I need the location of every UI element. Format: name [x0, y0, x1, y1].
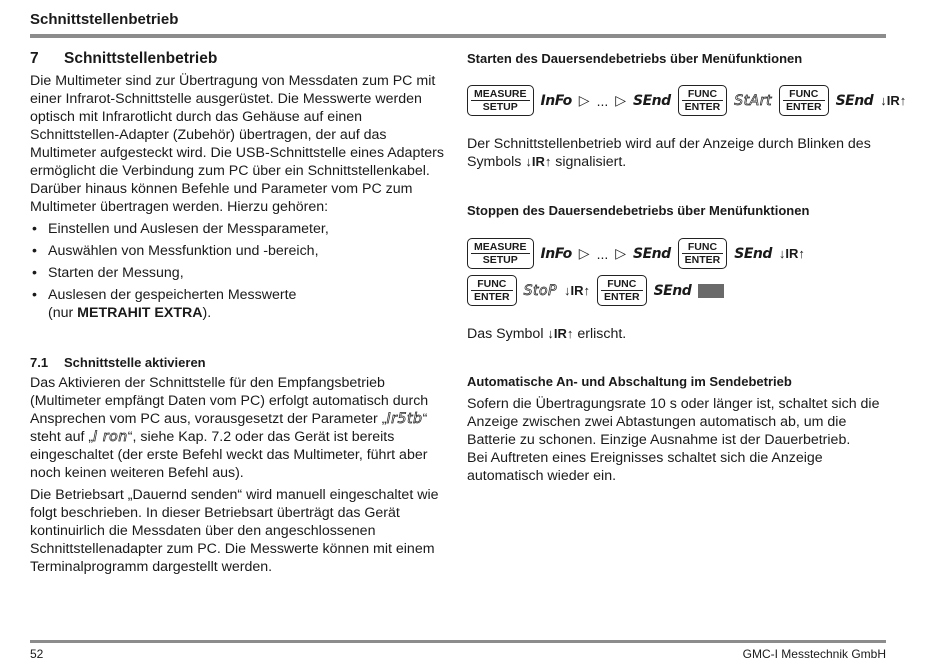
stop-note	[467, 325, 887, 343]
ir-symbol: ↓IR↑	[563, 283, 590, 298]
section-7-number: 7	[30, 50, 39, 67]
section-7-1-body	[30, 374, 450, 576]
ir-symbol: ↓IR↑	[525, 154, 552, 169]
ir-symbol: ↓IR↑	[880, 93, 907, 108]
list-item: • Auswählen von Messfunktion und -bereich,	[30, 242, 450, 260]
list-item: • Starten der Messung,	[30, 264, 450, 282]
list-item	[30, 286, 450, 322]
func-enter-key[interactable]	[467, 275, 517, 306]
display-segment-block	[698, 284, 724, 298]
lcd-send: SEnd	[734, 245, 772, 262]
list-item: • Einstellen und Auslesen der Messparameter,	[30, 220, 450, 238]
key-label-func: FUNC	[682, 88, 724, 101]
section-7-body	[30, 72, 450, 326]
key-label-func: FUNC	[471, 278, 513, 291]
ir-label: IR	[570, 283, 584, 298]
blink-text-b: signalisiert.	[551, 154, 627, 170]
stop-sequence-1	[467, 238, 805, 269]
func-enter-key[interactable]	[678, 238, 728, 269]
symbol-off-note	[467, 325, 887, 343]
key-label-measure: MEASURE	[471, 241, 530, 254]
lcd-info: InFo	[540, 92, 572, 109]
key-label-enter: ENTER	[603, 291, 640, 303]
ir-label: IR	[553, 326, 567, 341]
section-7-1-para2: Die Betriebsart „Dauernd senden“ wird manuell eingeschaltet wie folgt beschrieben. In dieser Betriebsart überträgt das Gerät kontinuirlich die Messdaten über den angeschlossenen Schnittstellenadapter zum PC. Die Messwerte können mit einem Terminalprogramm dargestellt werden.	[30, 487, 439, 575]
measure-setup-key[interactable]	[467, 85, 534, 116]
key-label-enter: ENTER	[785, 101, 822, 113]
footer-rule	[30, 640, 886, 643]
running-header: Schnittstellenbetrieb	[30, 11, 179, 28]
section-7-1-heading	[30, 354, 450, 372]
brand-name: METRAHIT EXTRA	[77, 305, 203, 321]
blink-text-a: Der Schnittstellenbetrieb wird auf der Anzeige durch Blinken des Symbols	[467, 136, 871, 170]
triangle-icon: ▷	[578, 245, 590, 261]
section-7-1-number: 7.1	[30, 355, 49, 370]
auto-para1: Sofern die Übertragungsrate 10 s oder länger ist, schaltet sich die Anzeige zwischen zwei Abtastungen automatisch ab, um die Batterie zu schonen. Einzige Ausnahme ist der Dauerbetrieb.	[467, 396, 880, 448]
sym-text-a: Das Symbol	[467, 326, 548, 342]
ir-label: IR	[531, 154, 545, 169]
ellipsis: ...	[596, 92, 609, 109]
func-enter-key[interactable]	[597, 275, 647, 306]
stop-heading: Stoppen des Dauersendebetriebs über Menüfunktionen	[467, 203, 810, 218]
blink-note	[467, 135, 887, 171]
lcd-send: SEnd	[653, 282, 692, 299]
section-7-intro: Die Multimeter sind zur Übertragung von Messdaten zum PC mit einer Infrarot-Schnittstelle ausgerüstet. Die Messwerte werden optisch mit Infrarotlicht durch das Gehäuse auf einen Schnittstellen-Adapter (Zubehör) übertragen, der auf das Multimeter aufgesteckt wird. Die USB-Schnittstelle eines Adapters ermöglicht die Verbindung zum PC über ein Schnittstellenkabel.	[30, 73, 444, 179]
stop-sequence-2	[467, 275, 724, 306]
ir-symbol: ↓IR↑	[778, 246, 805, 261]
section-7-1-title: Schnittstelle aktivieren	[64, 355, 206, 370]
para1-text-c: “, siehe Kap. 7.2 oder das Gerät ist bereits eingeschaltet (der erste Befehl weckt das Multimeter, führt aber noch keinen weiteren Befehl aus).	[30, 429, 428, 481]
ellipsis: ...	[596, 245, 609, 262]
func-enter-key[interactable]	[779, 85, 829, 116]
key-label-measure: MEASURE	[471, 88, 530, 101]
key-label-setup: SETUP	[482, 101, 518, 113]
auto-body	[467, 395, 887, 485]
section-7-title: Schnittstellenbetrieb	[64, 50, 218, 67]
start-note	[467, 135, 887, 171]
lcd-irstb: Ir5tb	[386, 411, 423, 427]
section-7-heading	[30, 50, 450, 68]
lcd-info: InFo	[540, 245, 572, 262]
header-rule	[30, 34, 886, 38]
key-label-func: FUNC	[601, 278, 643, 291]
lcd-send: SEnd	[835, 92, 874, 109]
lcd-send: SEnd	[633, 245, 671, 262]
auto-heading: Automatische An- und Abschaltung im Sendebetrieb	[467, 374, 792, 389]
section-7-intro2: Darüber hinaus können Befehle und Parameter vom PC zum Multimeter übertragen werden. Hierzu gehören:	[30, 181, 413, 215]
ir-label: IR	[785, 246, 799, 261]
lcd-start: StArt	[734, 92, 772, 109]
lcd-iron: I ron	[93, 429, 128, 445]
start-heading: Starten des Dauersendebetriebs über Menüfunktionen	[467, 51, 803, 66]
section-7-1-para1	[30, 374, 450, 482]
para1-text-b: “ steht auf „	[30, 411, 428, 445]
company-name: GMC-I Messtechnik GmbH	[742, 647, 886, 661]
brand-note-pre: (nur	[48, 305, 78, 321]
measure-setup-key[interactable]	[467, 238, 534, 269]
key-label-enter: ENTER	[684, 101, 721, 113]
ir-symbol: ↓IR↑	[547, 326, 574, 341]
key-label-func: FUNC	[682, 241, 724, 254]
brand-note-post: ).	[202, 305, 212, 321]
lcd-send: SEnd	[633, 92, 671, 109]
triangle-icon: ▷	[615, 92, 627, 108]
para1-text-a: Das Aktivieren der Schnittstelle für den Empfangsbetrieb (Multimeter empfängt Daten vom PC) erfolgt automatisch durch Ansprechen vom PC aus, vorausgesetzt der Parameter „	[30, 375, 429, 427]
key-label-setup: SETUP	[482, 254, 518, 266]
triangle-icon: ▷	[615, 245, 627, 261]
section-7-list	[30, 220, 450, 322]
func-enter-key[interactable]	[678, 85, 728, 116]
auto-para2: Bei Auftreten eines Ereignisses schaltet sich die Anzeige automatisch wieder ein.	[467, 450, 823, 484]
key-label-enter: ENTER	[684, 254, 721, 266]
lcd-stop: StoP	[523, 282, 557, 299]
list-item-text: Auslesen der gespeicherten Messwerte	[48, 287, 297, 303]
sym-text-b: erlischt.	[573, 326, 627, 342]
triangle-icon: ▷	[578, 92, 590, 108]
page-number: 52	[30, 647, 44, 661]
start-sequence	[467, 85, 906, 116]
ir-label: IR	[886, 93, 900, 108]
key-label-func: FUNC	[783, 88, 825, 101]
key-label-enter: ENTER	[474, 291, 510, 303]
